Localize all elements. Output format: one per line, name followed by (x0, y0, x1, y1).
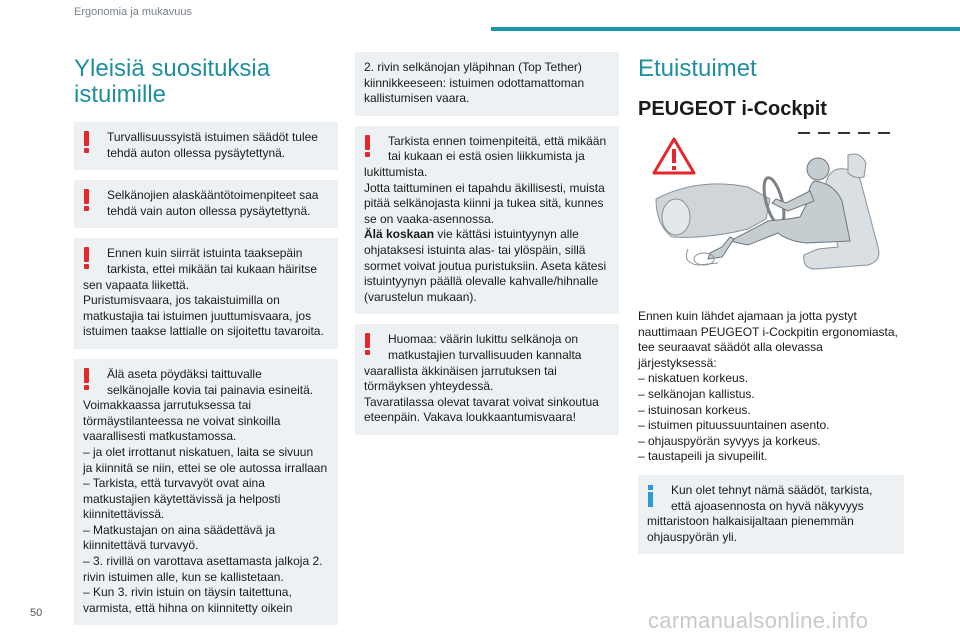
page-number: 50 (30, 607, 43, 619)
warning-box: Selkänojien alaskääntötoimenpiteet saa tehdä vain auton ollessa pysäytettynä. (74, 180, 338, 228)
info-box: Kun olet tehnyt nämä säädöt, tarkista, että ajoasennosta on hyvä näkyvyys mittaristoon halkaisijaltaan pienemmän ohjauspyörän yli. (638, 475, 904, 554)
warning-icon (84, 189, 90, 211)
list-item: – ohjauspyörän syvyys ja korkeus. (638, 433, 821, 448)
warning-icon (84, 247, 90, 269)
list-item: – istuinosan korkeus. (638, 402, 751, 417)
warning-box: Tarkista ennen toimenpiteitä, että mikään tai kukaan ei estä osien liikkumista ja lukittumista. Jotta taittuminen ei tapahdu äkillisesti, muista pitää selkänojasta kiinni ja tukea sitä, kunnes se on vaaka-asennossa. Älä koskaan vie kättäsi istuintyynyn alle ohjataksesi istuinta alas- tai ylöspäin, sillä sormet voivat joutua puristuksiin. Aseta kätesi istuintyynyn päällä olevalle kahvalle/hihnalle (varustelun mukaan). (355, 126, 619, 315)
warning-box: Huomaa: väärin lukittu selkänoja on matkustajien turvallisuuden kannalta vaarallista äkkinäisen jarrutuksen tai törmäyksen yhteydessä. Tavaratilassa olevat tavarat voivat sinkoutua eteenpäin. Vakava loukkaantumisvaara! (355, 324, 619, 435)
warning-triangle-icon (654, 139, 694, 173)
right-column (638, 56, 904, 564)
continued-box: 2. rivin selkänojan yläpihnan (Top Tether) kiinnikkeeseen: istuimen odottamattoman kallistumisen vaara. (355, 52, 619, 116)
section-heading-general: Yleisiä suosituksia istuimille (74, 55, 271, 108)
middle-column (355, 52, 619, 445)
section-heading-front-seats: Etuistuimet (638, 55, 757, 82)
list-item: – taustapeili ja sivupeilit. (638, 449, 768, 464)
warning-box: Älä aseta pöydäksi taittuvalle selkänojalle kovia tai painavia esineitä. Voimakkaassa jarrutuksessa tai törmäystilanteessa ne voivat sinkoilla vaarallisesti matkustamossa. – ja olet irrottanut niskatuen, laita se sivuun ja kiinnitä se niin, ettei se ole autossa irrallaan – Tarkista, että turvavyöt ovat aina matkustajien käytettävissä ja helposti kiinnitettävissä. – Matkustajan on aina säädettävä ja kiinnitettävä turvavyö. – 3. rivillä on varottava asettamasta jalkoja 2. rivin istuimen alle, kun se kallistetaan. – Kun 3. rivin istuin on täysin taitettuna, varmista, että hihna on kiinnitetty oikein (74, 359, 338, 626)
list-item: – selkänojan kallistus. (638, 386, 755, 401)
left-column (74, 56, 338, 635)
header-accent-bar (491, 27, 960, 31)
warning-icon (84, 368, 90, 390)
running-header: Ergonomia ja mukavuus (74, 6, 193, 18)
subheading-icockpit: PEUGEOT i-Cockpit (638, 98, 827, 120)
watermark: carmanualsonline.info (648, 608, 869, 633)
intro-paragraph: Ennen kuin lähdet ajamaan ja jotta pystyt nauttimaan PEUGEOT i-Cockpitin ergonomiasta, tee seuraavat säädöt alla olevassa järjestyksessä: – niskatuen korkeus. – selkänojan kallistus. – istuinosan korkeus. – istuimen pituussuuntainen asento. – ohjauspyörän syvyys ja korkeus. – taustapeili ja sivupeilit. (638, 309, 904, 465)
warning-icon (84, 131, 90, 153)
warning-icon (365, 333, 371, 355)
icockpit-illustration (638, 129, 904, 297)
warning-icon (365, 135, 371, 157)
info-icon (648, 485, 654, 507)
warning-box: Ennen kuin siirrät istuinta taaksepäin tarkista, ettei mikään tai kukaan häiritse sen vapaata liikettä. Puristumisvaara, jos takaistuimilla on matkustajia tai istuimen juuttumisvaara, jos istuimen taakse lattialle on sijoitettu tavaroita. (74, 238, 338, 349)
list-item: – niskatuen korkeus. (638, 371, 749, 386)
list-item: – istuimen pituussuuntainen asento. (638, 418, 830, 433)
warning-box: Turvallisuussyistä istuimen säädöt tulee tehdä auton ollessa pysäytettynä. (74, 122, 338, 170)
